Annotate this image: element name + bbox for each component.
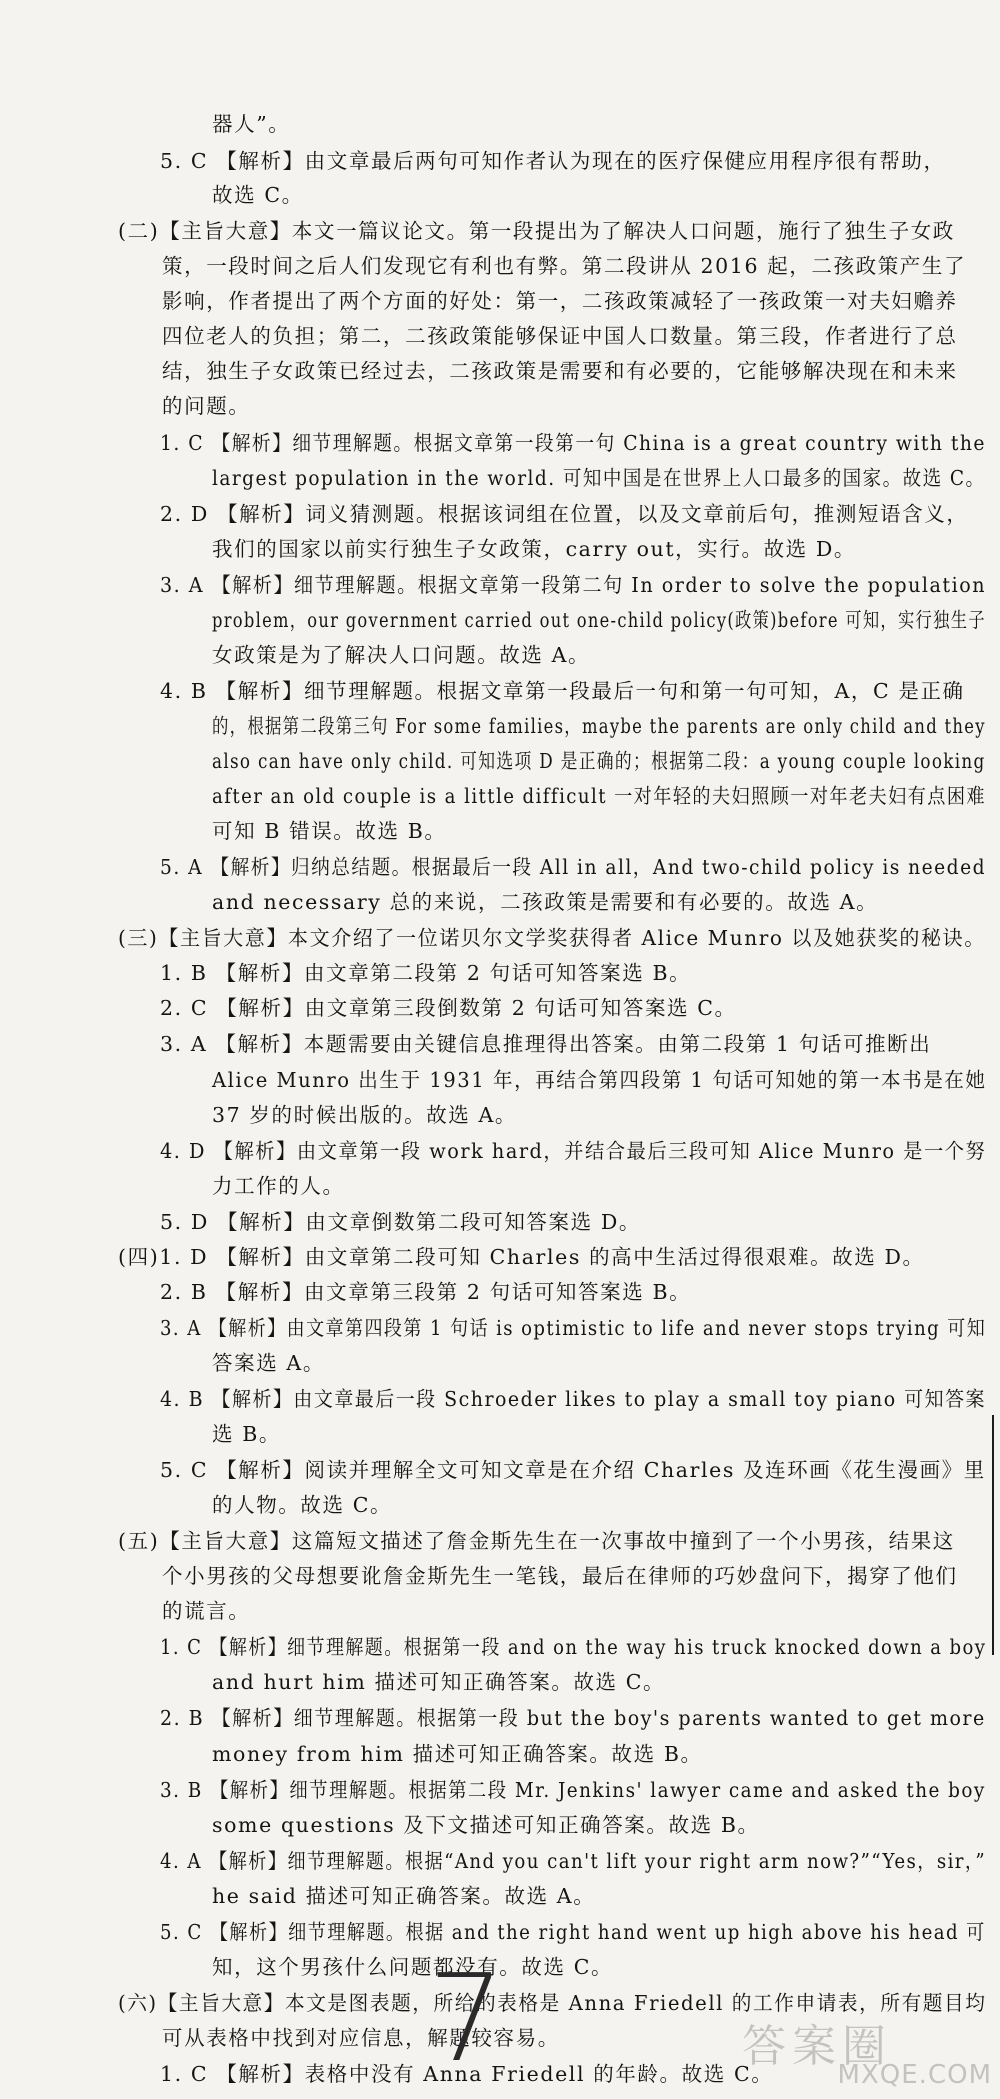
- text-line-7: 四位老人的负担；第二，二孩政策能够保证中国人口数量。第三段，作者进行了总: [162, 324, 958, 349]
- text-line-45: and hurt him 描述可知正确答案。故选 C。: [212, 1670, 666, 1695]
- text-line-17: 4. B 【解析】细节理解题。根据文章第一段最后一句和第一句可知，A，C 是正确: [160, 678, 965, 703]
- text-line-40: 的人物。故选 C。: [212, 1493, 393, 1518]
- text-line-20: after an old couple is a little difficult 一对年轻的夫妇照顾一对年老夫妇有点困难: [212, 784, 986, 809]
- text-line-49: some questions 及下文描述可知正确答案。故选 B。: [212, 1812, 760, 1837]
- text-line-13: 我们的国家以前实行独生子女政策，carry out，实行。故选 D。: [212, 536, 857, 561]
- text-line-53: 知，这个男孩什么问题都没有。故选 C。: [212, 1954, 614, 1979]
- text-line-24: (三)【主旨大意】本文介绍了一位诺贝尔文学奖获得者 Alice Munro 以及她获奖的秘诀。: [118, 926, 986, 951]
- text-line-48: 3. B 【解析】细节理解题。根据第二段 Mr. Jenkins' lawyer came and asked the boy: [160, 1777, 986, 1802]
- text-line-1: 器人”。: [212, 112, 291, 136]
- text-line-8: 结，独生子女政策已经过去，二孩政策是需要和有必要的，它能够解决现在和未来: [162, 359, 958, 384]
- text-line-26: 2. C 【解析】由文章第三段倒数第 2 句话可知答案选 C。: [160, 996, 737, 1021]
- watermark: [742, 2010, 992, 2090]
- scan-binding-edge: [992, 1415, 994, 1655]
- text-line-5: 策，一段时间之后人们发现它有利也有弊。第二段讲从 2016 起，二孩政策产生了: [162, 254, 967, 279]
- text-line-9: 的问题。: [162, 394, 251, 419]
- text-line-3: 故选 C。: [212, 183, 304, 208]
- text-line-41: (五)【主旨大意】这篇短文描述了詹金斯先生在一次事故中撞到了一个小男孩，结果这: [118, 1529, 955, 1554]
- text-line-11: largest population in the world. 可知中国是在世界上人口最多的国家。故选 C。: [212, 465, 986, 490]
- text-line-33: (四)1. D 【解析】由文章第二段可知 Charles 的高中生活过得很艰难。故选 D。: [118, 1244, 925, 1269]
- text-line-38: 选 B。: [212, 1422, 281, 1447]
- text-line-39: 5. C 【解析】阅读并理解全文可知文章是在介绍 Charles 及连环画《花生漫画》里: [160, 1458, 986, 1483]
- text-line-25: 1. B 【解析】由文章第二段第 2 句话可知答案选 B。: [160, 961, 692, 986]
- text-line-31: 力工作的人。: [212, 1173, 345, 1198]
- text-line-10: 1. C 【解析】细节理解题。根据文章第一段第一句 China is a great country with the: [160, 430, 986, 455]
- text-line-23: and necessary 总的来说，二孩政策是需要和有必要的。故选 A。: [212, 890, 879, 915]
- text-line-29: 37 岁的时候出版的。故选 A。: [212, 1102, 518, 1127]
- text-line-52: 5. C 【解析】细节理解题。根据 and the right hand went up high above his head 可: [160, 1919, 986, 1944]
- handwritten-page-number: 7: [428, 1950, 505, 2089]
- text-line-32: 5. D 【解析】由文章倒数第二段可知答案选 D。: [160, 1209, 641, 1234]
- text-line-16: 女政策是为了解决人口问题。故选 A。: [212, 642, 591, 667]
- text-line-37: 4. B 【解析】由文章最后一段 Schroeder likes to play a small toy piano 可知答案: [160, 1387, 987, 1411]
- text-line-15: problem，our government carried out one-child policy(政策)before 可知，实行独生子: [212, 607, 986, 632]
- text-line-54: (六)【主旨大意】本文是图表题，所给的表格是 Anna Friedell 的工作申请表，所有题目均: [118, 1990, 987, 2015]
- text-line-6: 影响，作者提出了两个方面的好处：第一，二孩政策减轻了一孩政策一对夫妇赡养: [162, 289, 958, 314]
- text-line-44: 1. C 【解析】细节理解题。根据第一段 and on the way his truck knocked down a boy: [160, 1635, 987, 1660]
- watermark-logo: 答案圈: [742, 2021, 892, 2072]
- text-line-19: also can have only child. 可知选项 D 是正确的；根据第二段：a young couple looking: [212, 749, 986, 773]
- text-line-4: (二)【主旨大意】本文一篇议论文。第一段提出为了解决人口问题，施行了独生子女政: [118, 219, 955, 244]
- text-line-35: 3. A 【解析】由文章第四段第 1 句话 is optimistic to life and never stops trying 可知: [160, 1315, 987, 1340]
- text-line-56: 1. C 【解析】表格中没有 Anna Friedell 的年龄。故选 C。: [160, 2062, 774, 2086]
- text-line-46: 2. B 【解析】细节理解题。根据第一段 but the boy's parents wanted to get more: [160, 1706, 986, 1731]
- watermark-url: MXQE.COM: [837, 2060, 992, 2090]
- text-line-36: 答案选 A。: [212, 1350, 325, 1375]
- text-line-21: 可知 B 错误。故选 B。: [212, 819, 447, 844]
- text-line-51: he said 描述可知正确答案。故选 A。: [212, 1883, 596, 1908]
- text-line-14: 3. A 【解析】细节理解题。根据文章第一段第二句 In order to solve the population: [160, 572, 987, 597]
- text-line-47: money from him 描述可知正确答案。故选 B。: [212, 1741, 703, 1766]
- text-line-55: 可从表格中找到对应信息，解题较容易。: [162, 2025, 560, 2050]
- text-line-42: 个小男孩的父母想要讹詹金斯先生一笔钱，最后在律师的巧妙盘问下，揭穿了他们: [162, 1564, 958, 1589]
- text-line-2: 5. C 【解析】由文章最后两句可知作者认为现在的医疗保健应用程序很有帮助，: [160, 149, 946, 173]
- text-line-30: 4. D 【解析】由文章第一段 work hard，并结合最后三段可知 Alice Munro 是一个努: [160, 1138, 987, 1163]
- text-line-27: 3. A 【解析】本题需要由关键信息推理得出答案。由第二段第 1 句话可推断出: [160, 1032, 932, 1057]
- text-line-12: 2. D 【解析】词义猜测题。根据该词组在位置，以及文章前后句，推测短语含义，: [160, 501, 969, 526]
- text-line-50: 4. A 【解析】细节理解题。根据“And you can't lift your right arm now?”“Yes，sir，”: [160, 1848, 987, 1873]
- text-line-43: 的谎言。: [162, 1599, 251, 1624]
- text-line-22: 5. A 【解析】归纳总结题。根据最后一段 All in all，And two-child policy is needed: [160, 855, 987, 880]
- text-line-34: 2. B 【解析】由文章第三段第 2 句话可知答案选 B。: [160, 1279, 692, 1304]
- text-line-18: 的，根据第二段第三句 For some families，maybe the parents are only child and they: [212, 713, 986, 738]
- text-line-28: Alice Munro 出生于 1931 年，再结合第四段第 1 句话可知她的第一本书是在她: [212, 1067, 987, 1092]
